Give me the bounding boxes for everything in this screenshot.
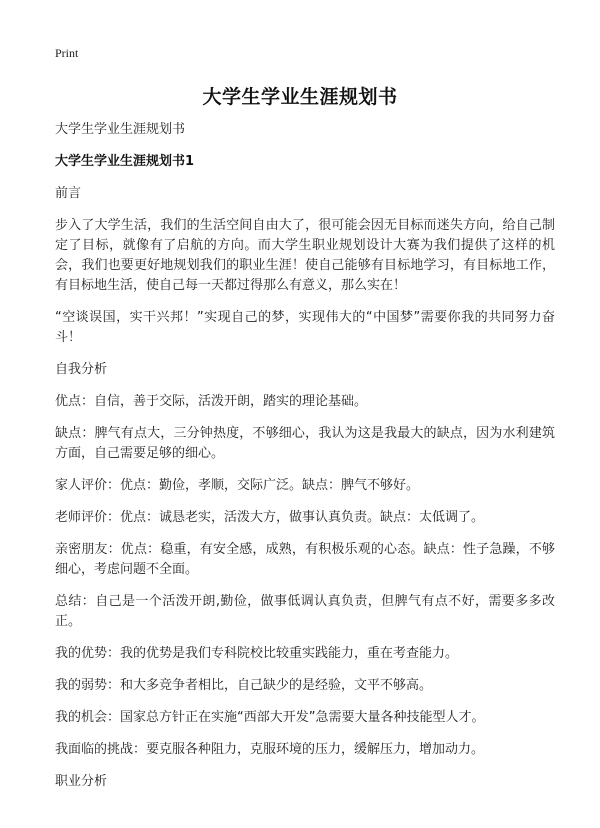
- paragraph: 亲密朋友：优点：稳重，有安全感，成熟，有积极乐观的心态。缺点：性子急躁，不够细心，考虑问题不全面。: [55, 542, 555, 577]
- paragraph: 自我分析: [55, 362, 108, 377]
- section-heading: 大学生学业生涯规划书1: [55, 154, 195, 169]
- paragraph: 大学生学业生涯规划书: [55, 122, 186, 137]
- paragraph: 家人评价：优点：勤俭，孝顺，交际广泛。缺点：脾气不够好。: [55, 478, 420, 493]
- document-body: [55, 120, 555, 804]
- document-title: 大学生学业生涯规划书: [202, 86, 398, 108]
- paragraph: 步入了大学生活，我们的生活空间自由大了，很可能会因无目标而迷失方向，给自己制定了目标，就像有了启航的方向。而大学生职业规划设计大赛为我们提供了这样的机会，我们也要更好地规划我们的职业生涯！使自己能够有目标地学习，有目标地工作，有目标地生活，使自己每一天都过得那么有意义，那么实在！: [55, 218, 555, 293]
- print-link[interactable]: Print: [55, 46, 79, 60]
- paragraph: 老师评价：优点：诚恳老实，活泼大方，做事认真负责。缺点：太低调了。: [55, 510, 485, 525]
- paragraph: 职业分析: [55, 774, 108, 789]
- paragraph: 前言: [55, 186, 82, 201]
- paragraph: 我的弱势：和大多竞争者相比，自己缺少的是经验，文平不够高。: [55, 678, 433, 693]
- paragraph: 我的机会：国家总方针正在实施“西部大开发”急需要大量各种技能型人才。: [55, 710, 485, 725]
- paragraph: 缺点：脾气有点大，三分钟热度，不够细心，我认为这是我最大的缺点，因为水利建筑方面，自己需要足够的细心。: [55, 426, 555, 461]
- paragraph: “空谈误国，实干兴邦！”实现自己的梦，实现伟大的“中国梦”需要你我的共同努力奋斗！: [55, 310, 555, 345]
- paragraph: 优点：自信，善于交际，活泼开朗，踏实的理论基础。: [55, 394, 368, 409]
- paragraph: 我的优势：我的优势是我们专科院校比较重实践能力，重在考查能力。: [55, 646, 459, 661]
- paragraph: 总结：自己是一个活泼开朗,勤俭，做事低调认真负责，但脾气有点不好，需要多多改正。: [55, 594, 555, 629]
- paragraph: 我面临的挑战：要克服各种阻力，克服环境的压力，缓解压力，增加动力。: [55, 742, 485, 757]
